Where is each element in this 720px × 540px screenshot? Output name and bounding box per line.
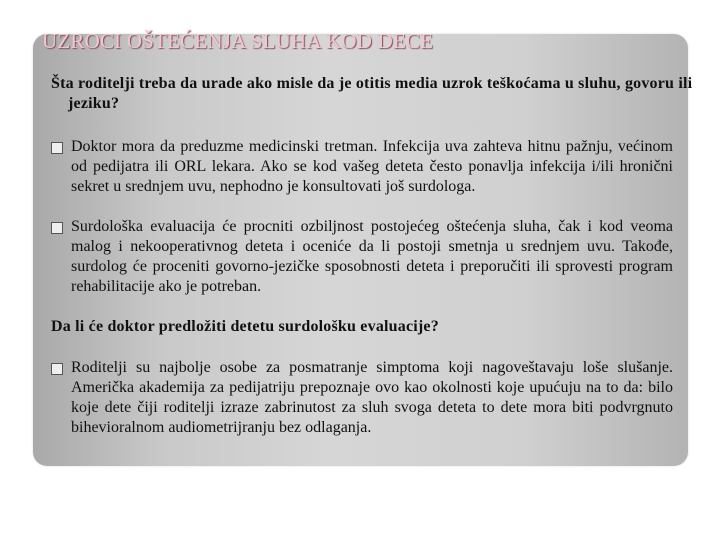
checkbox-square-icon <box>51 363 63 375</box>
bullet-item <box>51 217 673 297</box>
checkbox-square-icon <box>51 142 63 154</box>
question-heading-1: Šta roditelji treba da urade ako misle da je otitis media uzrok teškoćama u sluhu, govoru ili jeziku? <box>51 75 693 112</box>
slide-title: UZROCI OŠTEĆENJA SLUHA KOD DECE <box>42 29 434 53</box>
bullet-item <box>51 137 673 197</box>
bullet-text: Roditelji su najbolje osobe za posmatranje simptoma koji nagoveštavaju loše slušanje. Američka akademija za pedijatriju prepoznaje ovo kao okolnosti koje upućuju na to da: bilo koje dete čiji roditelji izraze zabrinutost za sluh svoga deteta to dete mora biti podvrgnuto bihevioralnom audiometrijranju bez odlaganja. <box>71 359 673 436</box>
bullet-text: Surdološka evaluacija će procniti ozbiljnost postojećeg oštećenja sluha, čak i kod veoma malog i nekooperativnog deteta i oceniće da li postoji smetnja u srednjem uvu. Takođe, surdolog će proceniti govorno-jezičke sposobnosti deteta i preporučiti ili sprovesti program rehabilitacije ako je potreban. <box>71 218 673 295</box>
question-heading-2: Da li će doktor predložiti detetu surdološku evaluacije? <box>51 318 439 335</box>
bullet-item <box>51 358 673 438</box>
checkbox-square-icon <box>51 222 63 234</box>
bullet-text: Doktor mora da preduzme medicinski tretman. Infekcija uva zahteva hitnu pažnju, većinom od pedijatra ili ORL lekara. Ako se kod vašeg deteta često ponavlja infekcija i/ili hronični sekret u srednjem uvu, nephodno je konsultovati još surdologa. <box>71 138 673 195</box>
